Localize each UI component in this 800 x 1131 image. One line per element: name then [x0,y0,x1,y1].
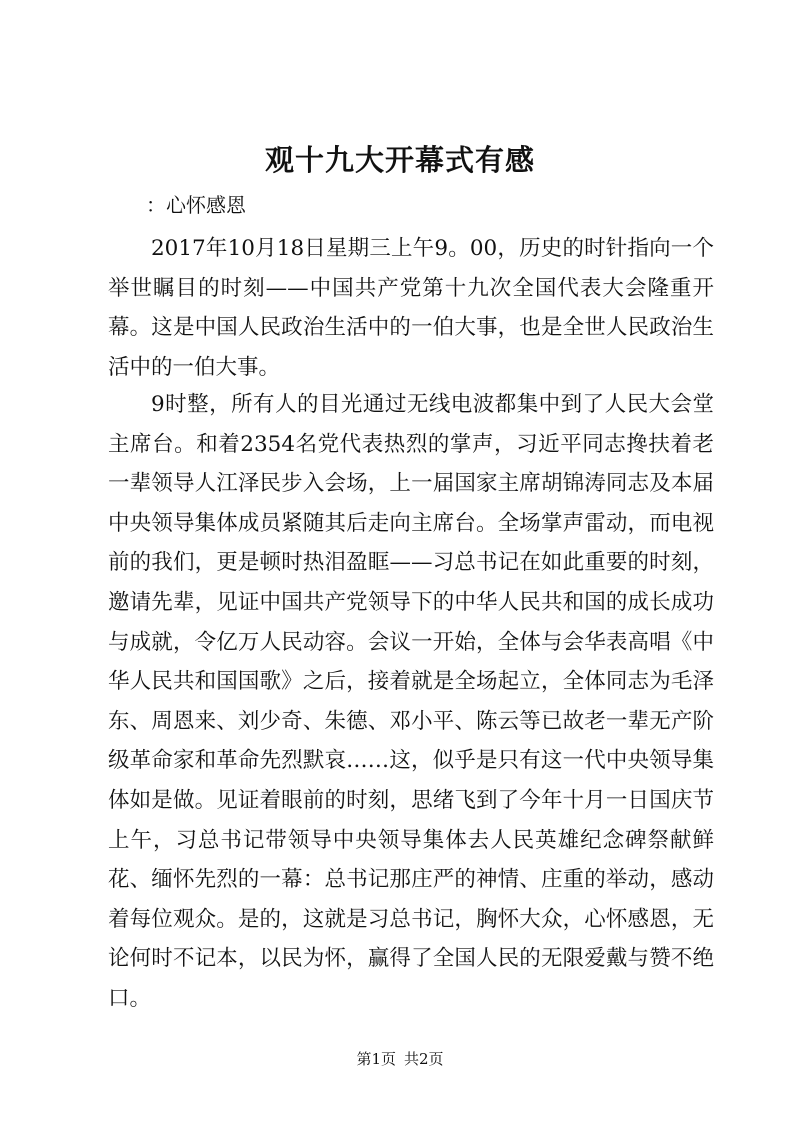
document-title: 观十九大开幕式有感 [264,143,535,177]
paragraph-2: 9时整，所有人的目光通过无线电波都集中到了人民大会堂主席台。和着2354名党代表热烈的掌声，习近平同志搀扶着老一辈领导人江泽民步入会场，上一届国家主席胡锦涛同志及本届中央领导集体成员紧随其后走向主席台。全场掌声雷动，而电视前的我们，更是顿时热泪盈眶——习总书记在如此重要的时刻，邀请先辈，见证中国共产党领导下的中华人民共和国的成长成功与成就，令亿万人民动容。会议一开始，全体与会华表高唱《中华人民共和国国歌》之后，接着就是全场起立，全体同志为毛泽东、周恩来、刘少奇、朱德、邓小平、陈云等已故老一辈无产阶级革命家和革命先烈默哀……这，似乎是只有这一代中央领导集体如是做。见证着眼前的时刻，思绪飞到了今年十月一日国庆节上午，习总书记带领导中央领导集体去人民英雄纪念碑祭献鲜花、缅怀先烈的一幕：总书记那庄严的神情、庄重的举动，感动着每位观众。是的，这就是习总书记，胸怀大众，心怀感恩，无论何时不记本，以民为怀，赢得了全国人民的无限爱戴与赞不绝口。 [108,392,714,1011]
page-footer [0,1048,800,1070]
page-total: 共2页 [404,1050,444,1068]
page-number: 第1页 [356,1050,396,1068]
document-subtitle: ：心怀感恩 [146,193,246,217]
paragraph-1: 2017年10月18日星期三上午9。00，历史的时针指向一个举世瞩目的时刻——中国共产党第十九次全国代表大会隆重开幕。这是中国人民政治生活中的一伯大事，也是全世人民政治生活中的一伯大事。 [108,236,714,380]
